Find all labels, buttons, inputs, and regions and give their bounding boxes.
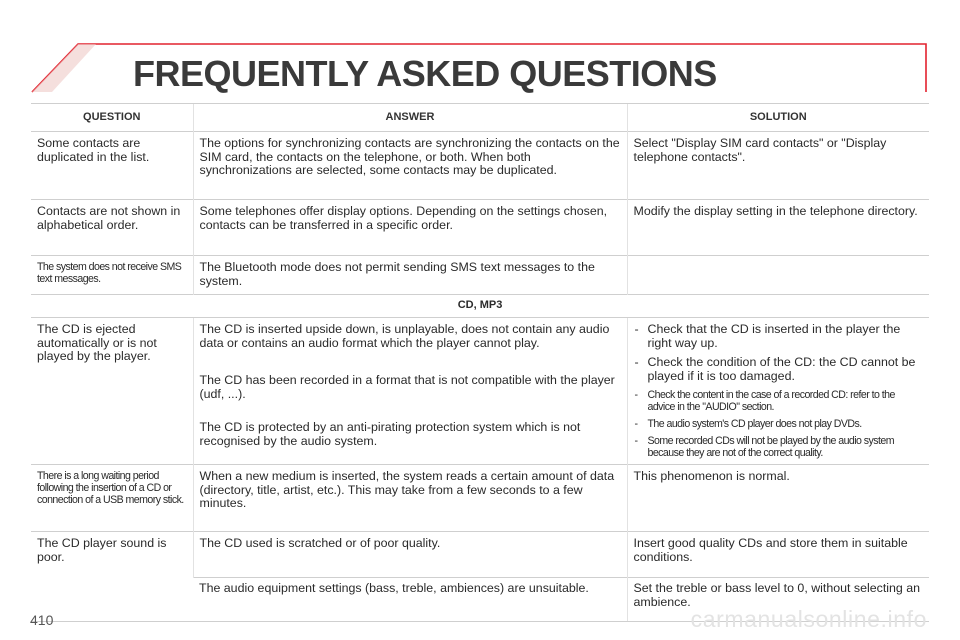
table-row: [31, 256, 929, 295]
solution-cell: [627, 318, 929, 465]
answer-cell: When a new medium is inserted, the system reads a certain amount of data (directory, title, artist, etc.). This may take from a few seconds to a few minutes.: [193, 465, 627, 532]
table-header-row: [31, 104, 929, 132]
section-row: [31, 295, 929, 318]
table-row: [31, 200, 929, 256]
solution-cell: [627, 256, 929, 295]
question-cell: There is a long waiting period following the insertion of a CD or connection of a USB memory stick.: [31, 465, 193, 532]
table-row: [31, 465, 929, 532]
list-item: - The audio system's CD player does not play DVDs.: [634, 418, 924, 430]
solution-list: [634, 323, 924, 459]
list-item: - Some recorded CDs will not be played by the audio system because they are not of the correct quality.: [634, 435, 924, 459]
question-cell: The CD is ejected automatically or is not played by the player.: [31, 318, 193, 465]
answer-cell: [193, 318, 627, 465]
header-question: QUESTION: [31, 104, 193, 132]
answer-cell: The audio equipment settings (bass, treble, ambiences) are unsuitable.: [193, 578, 627, 622]
answer-cell: Some telephones offer display options. Depending on the settings chosen, contacts can be transferred in a specific order.: [193, 200, 627, 256]
solution-cell: Select "Display SIM card contacts" or "Display telephone contacts".: [627, 132, 929, 200]
answer-text: The CD has been recorded in a format that is not compatible with the player (udf, ...).: [199, 373, 615, 401]
solution-cell: Modify the display setting in the telephone directory.: [627, 200, 929, 256]
answer-text: The CD is protected by an anti-pirating protection system which is not recognised by the audio system.: [199, 420, 581, 448]
header-solution: SOLUTION: [627, 104, 929, 132]
list-item: - Check that the CD is inserted in the player the right way up.: [634, 323, 924, 350]
solution-cell: Insert good quality CDs and store them in suitable conditions.: [627, 532, 929, 578]
table-row: [31, 318, 929, 465]
watermark: carmanualsonline.info: [690, 606, 927, 632]
header-answer: ANSWER: [193, 104, 627, 132]
solution-cell: Set the treble or bass level to 0, without selecting an ambience.: [627, 578, 929, 622]
question-cell: Some contacts are duplicated in the list.: [31, 132, 193, 200]
answer-cell: The Bluetooth mode does not permit sending SMS text messages to the system.: [193, 256, 627, 295]
question-cell: The CD player sound is poor.: [31, 532, 193, 622]
table-row: [31, 132, 929, 200]
solution-cell: This phenomenon is normal.: [627, 465, 929, 532]
title-banner: [0, 0, 960, 100]
list-item: - Check the content in the case of a recorded CD: refer to the advice in the "AUDIO" section.: [634, 389, 924, 413]
answer-cell: The options for synchronizing contacts are synchronizing the contacts on the SIM card, the contacts on the telephone, or both. When both synchronizations are selected, some contacts may be duplicated.: [193, 132, 627, 200]
list-item: - Check the condition of the CD: the CD cannot be played if it is too damaged.: [634, 356, 924, 383]
answer-text: The CD is inserted upside down, is unplayable, does not contain any audio data or contains an audio format which the player cannot play.: [199, 322, 610, 350]
page-number: 410: [30, 612, 54, 628]
question-cell: Contacts are not shown in alphabetical order.: [31, 200, 193, 256]
faq-table: [31, 103, 929, 622]
page-title: FREQUENTLY ASKED QUESTIONS: [133, 53, 717, 94]
section-heading: CD, MP3: [31, 295, 929, 318]
table-row: [31, 532, 929, 578]
answer-cell: The CD used is scratched or of poor quality.: [193, 532, 627, 578]
question-cell: The system does not receive SMS text messages.: [31, 256, 193, 295]
